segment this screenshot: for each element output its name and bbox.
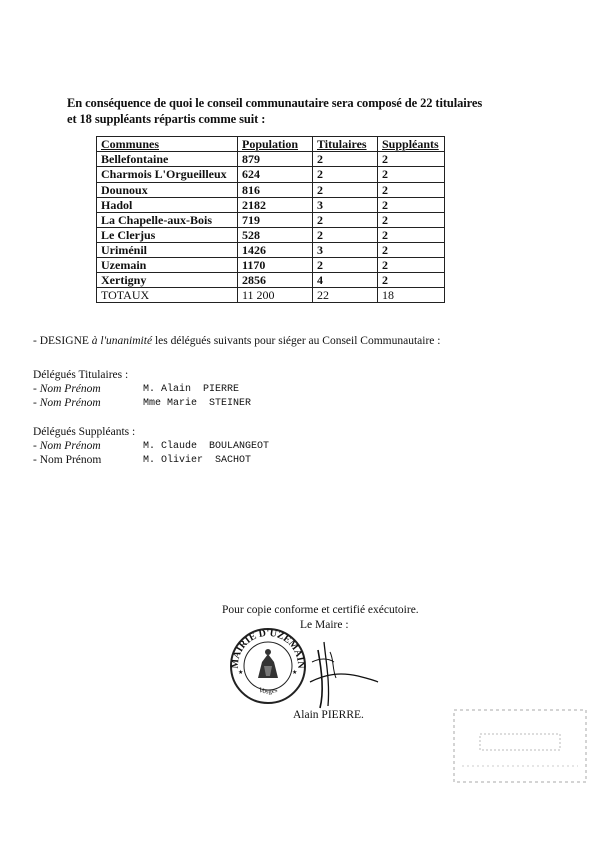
titulaires-heading: Délégués Titulaires : [33,369,129,381]
titulaires-cell: 4 [313,273,378,288]
maire-label: Le Maire : [300,619,349,631]
titulaires-cell: 2 [313,228,378,243]
table-total-row [97,288,445,303]
header-communes: Communes [97,137,238,152]
header-titulaires: Titulaires [313,137,378,152]
intro-line-2: et 18 suppléants répartis comme suit : [67,112,266,126]
designe-emphasis: à l'unanimité [91,335,153,347]
suppleants-cell: 2 [378,183,445,198]
population-cell: 879 [238,152,313,167]
commune-name: Uzemain [97,258,238,273]
reception-stamp [450,706,590,786]
header-suppleants: Suppléants [378,137,445,152]
delegate-name: M. Alain PIERRE [143,384,240,395]
delegate-name: M. Claude BOULANGEOT [143,441,270,452]
suppleant-row [33,454,251,466]
commune-name: Le Clerjus [97,228,238,243]
delegate-name: M. Olivier SACHOT [143,455,252,466]
suppleants-cell: 2 [378,152,445,167]
total-label: TOTAUX [97,288,238,303]
svg-text:★: ★ [292,670,298,676]
designe-prefix: - DESIGNE [33,335,92,347]
table-row [97,183,445,198]
commune-name: Xertigny [97,273,238,288]
suppleants-cell: 2 [378,273,445,288]
population-cell: 528 [238,228,313,243]
total-population: 11 200 [238,288,313,303]
certification-line: Pour copie conforme et certifié exécutoire. [222,604,419,616]
designe-suffix: les délégués suivants pour siéger au Conseil Communautaire : [152,335,441,347]
population-cell: 2182 [238,198,313,213]
population-cell: 2856 [238,273,313,288]
titulaires-cell: 2 [313,167,378,183]
commune-name: Charmois L'Orgueilleux [97,167,238,183]
population-cell: 624 [238,167,313,183]
mayor-name: Alain PIERRE. [293,709,364,721]
commune-name: Bellefontaine [97,152,238,167]
suppleants-cell: 2 [378,167,445,183]
population-cell: 816 [238,183,313,198]
table-row [97,198,445,213]
svg-text:★: ★ [238,670,244,676]
delegate-name: Mme Marie STEINER [143,398,252,409]
titulaire-row [33,397,251,409]
seal-bottom-text: Vosges [257,685,279,696]
table-header-row [97,137,445,152]
titulaires-cell: 3 [313,198,378,213]
nom-prenom-label: - Nom Prénom [33,383,101,395]
table-row [97,228,445,243]
nom-prenom-label: - Nom Prénom [33,397,101,409]
table-row [97,152,445,167]
intro-line-1: En conséquence de quoi le conseil communautaire sera composé de 22 titulaires [67,96,483,110]
titulaires-cell: 2 [313,258,378,273]
commune-name: Hadol [97,198,238,213]
mayor-signature [300,632,380,712]
population-cell: 1170 [238,258,313,273]
seal-text: MAIRIE D'UZEMAIN [229,627,307,669]
mairie-seal-stamp [228,626,308,706]
population-cell: 1426 [238,243,313,258]
commune-name: La Chapelle-aux-Bois [97,213,238,228]
suppleants-cell: 2 [378,228,445,243]
designe-paragraph [33,335,440,347]
titulaires-cell: 3 [313,243,378,258]
header-population: Population [238,137,313,152]
total-suppleants: 18 [378,288,445,303]
suppleants-cell: 2 [378,213,445,228]
total-titulaires: 22 [313,288,378,303]
suppleants-cell: 2 [378,258,445,273]
suppleants-cell: 2 [378,198,445,213]
table-row [97,258,445,273]
table-row [97,273,445,288]
communes-table [96,136,445,303]
titulaires-cell: 2 [313,183,378,198]
nom-prenom-label: - Nom Prénom [33,440,101,452]
table-row [97,213,445,228]
table-row [97,243,445,258]
suppleants-cell: 2 [378,243,445,258]
suppleant-row [33,440,269,452]
titulaire-row [33,383,239,395]
nom-prenom-label: - Nom Prénom [33,454,102,466]
population-cell: 719 [238,213,313,228]
svg-text:Vosges [258,686,279,696]
commune-name: Dounoux [97,183,238,198]
intro-paragraph [67,95,537,127]
titulaires-cell: 2 [313,152,378,167]
table-row [97,167,445,183]
titulaires-cell: 2 [313,213,378,228]
commune-name: Uriménil [97,243,238,258]
suppleants-heading: Délégués Suppléants : [33,426,136,438]
